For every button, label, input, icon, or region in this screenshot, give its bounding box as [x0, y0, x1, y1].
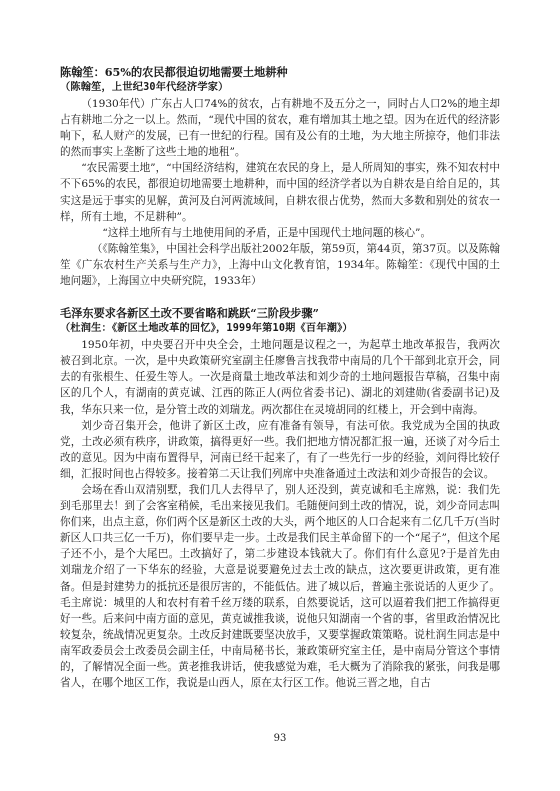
section2-byline: （杜润生：《新区土地改革的回忆》，1999年第10期《百年潮》） — [60, 323, 353, 335]
section2-paragraph-3: 会场在香山双清别墅，我们几人去得早了，别人还没到，黄克诚和毛主席熟，说：我们先到毛那里去！到了会客室稍候，毛出来接见我们。毛随便问到土改的情况，说，刘少奇同志叫你们来，出点主意，你们两个区是新区土改的大头，两个地区的人口合起来有二亿几千万(当时新区人口共三亿一千万)，你们要早走一步。土改是我们民主革命留下的一个“尾子”，但这个尾子还不小，是个大尾巴。土改搞好了，第二步建设本钱就大了。你们有什么意见?于是首先由刘瑞龙介绍了一下华东的经验，大意是说要避免过去土改的缺点，这次要更讲政策，更有准备。但是封建势力的抵抗还是很厉害的，不能低估。进了城以后，普遍主张说话的人更少了。毛主席说：城里的人和农村有着千丝万缕的联系，自然要说话，这可以逼着我们把工作搞得更好一些。后来问中南方面的意见，黄克诚推我谈，说他只知湖南一个省的事，省里政治情况比较复杂，统战情况更复杂。土改反封建既要坚决放手，又要掌握政策策略。说杜润生同志是中南军政委员会土改委员会副主任，中南局秘书长，兼政策研究室主任，是中南局分管这个事情的，了解情况全面一些。黄老推我讲话，使我感觉为难，毛大概为了消除我的紧张，问我是哪省人，在哪个地区工作，我说是山西人，原在太行区工作。他说三晋之地，自古 — [60, 483, 500, 690]
page-number: 93 — [273, 733, 287, 744]
section1-paragraph-4: （《陈翰笙集》，中国社会科学出版社2002年版，第59页，第44页，第37页。以及陈翰笙《广东农村生产关系与生产力》，上海中山文化教育馆，1934年。陈翰笙：《现代中国的土地问题》，上海国立中央研究院，1933年） — [60, 242, 500, 288]
section1-paragraph-3: “这样土地所有与土地使用间的矛盾，正是中国现代土地问题的核心”。 — [102, 226, 432, 239]
section1-byline: （陈翰笙，上世纪30年代经济学家） — [60, 82, 229, 93]
document-page — [60, 64, 500, 691]
section1-title: 陈翰笙：65%的农民都很迫切地需要土地耕种 — [60, 65, 288, 79]
section2-title: 毛泽东要求各新区土改不要省略和跳跃“三阶段步骤” — [60, 306, 319, 321]
section1-paragraph-1: （1930年代）广东占人口74%的贫农，占有耕地不及五分之一，同时占人口2%的地主却占有耕地二分之一以上。然而，“现代中国的贫农，难有增加其土地之望。因为在近代的经济影响下，私人财产的发展，已有一世纪的行程。国有及公有的土地，为大地主所掠夺，他们非法的然而事实上垄断了这些土地的地租”。 — [60, 98, 500, 159]
section1-paragraph-2: “农民需要土地”，“中国经济结构，建筑在农民的身上，是人所周知的事实，殊不知农村中不下65%的农民，都很迫切地需要土地耕种，而中国的经济学者以为自耕农是自给自足的，其实这是远于事实的见解，黄河及白河两流域间，自耕农很占优势，然而大多数和别处的贫农一样，所有土地，不足耕种”。 — [60, 162, 500, 223]
section2-paragraph-1: 1950年初，中央要召开中央全会，土地问题是议程之一，为起草土地改革报告，我两次被召到北京。一次，是中央政策研究室副主任廖鲁言找我带中南局的几个干部到北京开会，同去的有张根生、任爱生等人。一次是商量土地改革法和刘少奇的土地问题报告草稿，召集中南区的几个人，有湖南的黄克诚、江西的陈正人(两位省委书记)、湖北的刘建勋(省委副书记)及我，华东只来一位，是分管土改的刘瑞龙。两次都住在灵境胡同的红楼上，开会到中南海。 — [60, 339, 500, 416]
section2-paragraph-2: 刘少奇召集开会，他讲了新区土改，应有准备有领导，有法可依。我党成为全国的执政党，土改必须有秩序，讲政策，搞得更好一些。我们把地方情况都汇报一遍，还谈了对今后土改的意见。因为中南布置得早，河南已经干起来了，有了一些先行一步的经验，刘问得比较仔细，汇报时间也占得较多。接着第二天让我们列席中央准备通过土改法和刘少奇报告的会议。 — [60, 419, 500, 480]
